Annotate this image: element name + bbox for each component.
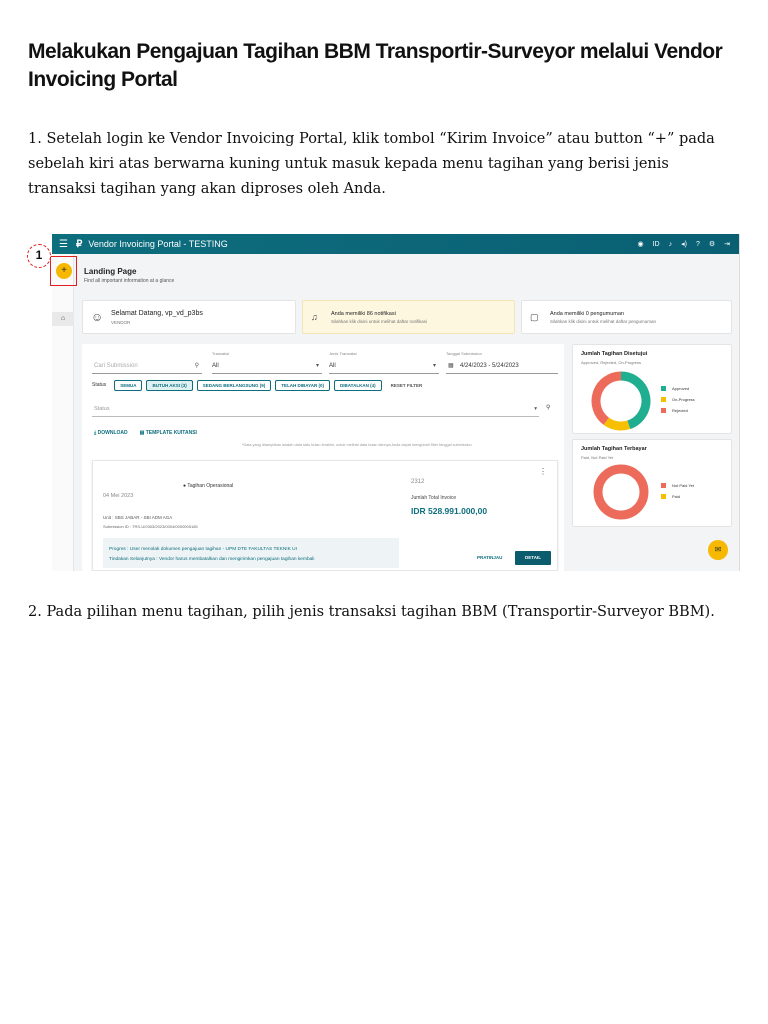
approval-chart-subtitle: Approved, Rejected, On-Progress bbox=[581, 360, 642, 365]
status-filter-row bbox=[92, 379, 427, 391]
menu-icon[interactable]: ☰ bbox=[59, 238, 68, 250]
reset-filter-button[interactable]: RESET FILTER bbox=[390, 382, 423, 388]
download-button[interactable] bbox=[94, 430, 128, 436]
download-label: DOWNLOAD bbox=[97, 430, 128, 436]
user-icon: ☺ bbox=[91, 310, 104, 324]
chip-butuh-aksi[interactable]: BUTUH AKSI (3) bbox=[146, 380, 192, 391]
topbar-actions bbox=[637, 234, 730, 254]
role-text: VENDOR bbox=[111, 320, 131, 325]
submission-panel bbox=[82, 344, 564, 571]
highlight-box bbox=[50, 256, 77, 286]
transaksi-label: Transaksi bbox=[212, 351, 230, 356]
legend-swatch bbox=[661, 397, 666, 402]
payment-chart-card bbox=[572, 439, 732, 527]
announcement-hint: Silahkan klik disini untuk melihat daftar pengumuman bbox=[550, 319, 657, 324]
jenis-transaksi-label: Jenis Transaksi bbox=[329, 351, 357, 356]
announcement-count-text: Anda memiliki 0 pengumuman bbox=[550, 311, 624, 317]
preview-button[interactable]: PRATINJAU bbox=[477, 555, 503, 560]
download-icon: ⤓ bbox=[94, 430, 98, 436]
status-placeholder: Status bbox=[94, 406, 110, 412]
template-label: TEMPLATE KUITANSI bbox=[145, 430, 197, 436]
progress-text: Progres : User menolak dokumen pengajuan tagihan - UPM DTE FAKULTAS TEKNIK UI bbox=[109, 547, 297, 552]
page-title: Landing Page bbox=[84, 267, 137, 276]
legend-item bbox=[661, 394, 695, 405]
side-rail bbox=[52, 254, 74, 571]
chip-dibatalkan[interactable]: DIBATALKAN (4) bbox=[334, 380, 382, 391]
calendar-icon[interactable]: ▦ bbox=[448, 363, 454, 369]
progress-box bbox=[103, 538, 399, 568]
legend-label: Rejected bbox=[672, 408, 688, 413]
logout-icon[interactable]: ⇥ bbox=[724, 241, 730, 248]
app-topbar bbox=[52, 234, 740, 254]
chip-sedang-berlangsung[interactable]: SEDANG BERLANGSUNG (9) bbox=[197, 380, 272, 391]
notification-count-text: Anda memiliki 86 notifikasi bbox=[331, 311, 396, 317]
logo-icon: ₽ bbox=[75, 238, 83, 250]
donut-slice-on-progress bbox=[606, 421, 628, 426]
transaksi-select[interactable] bbox=[212, 351, 322, 374]
help-icon[interactable]: ? bbox=[695, 240, 700, 248]
jenis-transaksi-select[interactable] bbox=[329, 351, 439, 374]
chat-icon[interactable]: ✉ bbox=[708, 540, 728, 560]
payment-donut-chart bbox=[593, 464, 649, 520]
approval-chart-card bbox=[572, 344, 732, 434]
step-1-text: 1. Setelah login ke Vendor Invoicing Portal, klik tombol “Kirim Invoice” atau button “+” pada sebelah kiri atas berwarna kuning untuk masuk kepada menu tagihan yang berisi jenis transaksi tagihan yang akan diproses oleh Anda. bbox=[28, 131, 715, 197]
total-label: Jumlah Total Invoice bbox=[411, 495, 457, 501]
legend-item bbox=[661, 383, 695, 394]
legend-item bbox=[661, 405, 695, 416]
action-links bbox=[94, 430, 197, 436]
invoice-card[interactable] bbox=[92, 460, 558, 571]
search-input[interactable] bbox=[92, 358, 202, 374]
kirim-invoice-button[interactable]: + bbox=[56, 263, 72, 279]
search-icon[interactable]: ⚲ bbox=[546, 405, 551, 411]
bell-icon: ♫ bbox=[311, 312, 318, 322]
status-label: Status bbox=[92, 382, 107, 388]
detail-button[interactable]: DETAIL bbox=[515, 551, 551, 565]
home-icon[interactable]: ⌂ bbox=[52, 312, 74, 326]
chevron-down-icon: ▾ bbox=[534, 406, 537, 412]
app-title: Vendor Invoicing Portal - TESTING bbox=[88, 239, 228, 249]
announcement-icon[interactable]: ◂) bbox=[681, 241, 687, 248]
status-select[interactable] bbox=[92, 403, 539, 417]
document-icon: ▤ bbox=[139, 430, 146, 436]
legend-swatch bbox=[661, 408, 666, 413]
approval-chart-title: Jumlah Tagihan Disetujui bbox=[581, 351, 648, 357]
chevron-down-icon: ▾ bbox=[315, 363, 319, 369]
donut-slice-not-paid-yet bbox=[598, 469, 644, 515]
chip-telah-dibayar[interactable]: TELAH DIBAYAR (0) bbox=[275, 380, 330, 391]
date-range-note: *Data yang ditampilkan adalah data satu bulan terakhir, untuk melihat data bulan lainnya Anda dapat mengubah filter tanggal submission bbox=[242, 443, 472, 447]
portal-screenshot bbox=[52, 234, 740, 571]
approval-legend bbox=[661, 383, 695, 416]
template-kuitansi-button[interactable] bbox=[140, 430, 197, 436]
page-subtitle: Find all important information at a glance bbox=[84, 278, 175, 284]
legend-label: Paid bbox=[672, 494, 681, 499]
notification-card[interactable] bbox=[302, 300, 515, 334]
announcement-icon: ▢ bbox=[530, 312, 539, 322]
invoice-amount: IDR 528.991.000,00 bbox=[411, 506, 488, 516]
legend-swatch bbox=[661, 483, 666, 488]
invoice-unit: Unit : SBS JABAR - SBI ADM AGA bbox=[103, 515, 173, 520]
tanggal-value: 4/24/2023 - 5/24/2023 bbox=[460, 363, 519, 369]
legend-item bbox=[661, 480, 694, 491]
next-action-text: Tindakan Selanjutnya : Vendor harus membatalkan dan mengirimkan pengajuan tagihan kembali bbox=[109, 557, 315, 562]
tanggal-label: Tanggal Submission bbox=[446, 351, 482, 356]
step-2-text: 2. Pada pilihan menu tagihan, pilih jenis transaksi tagihan BBM (Transportir-Surveyor BBM). bbox=[28, 604, 715, 620]
globe-icon[interactable]: ◉ bbox=[637, 241, 644, 248]
bell-icon[interactable]: ♪ bbox=[668, 240, 673, 248]
settings-icon[interactable]: ⚙ bbox=[708, 241, 716, 248]
jenis-transaksi-value: All bbox=[329, 363, 336, 369]
legend-item bbox=[661, 491, 694, 502]
welcome-card bbox=[82, 300, 296, 334]
legend-swatch bbox=[661, 494, 666, 499]
step-marker: 1 bbox=[27, 244, 51, 268]
announcement-card[interactable] bbox=[521, 300, 732, 334]
approval-donut-chart bbox=[591, 371, 651, 431]
legend-label: On-Progress bbox=[672, 397, 695, 402]
donut-slice-approved bbox=[621, 376, 646, 425]
payment-chart-subtitle: Paid, Not Paid Yet bbox=[581, 455, 614, 460]
legend-label: Approved bbox=[672, 386, 690, 391]
invoice-number: 2312 bbox=[411, 479, 425, 485]
search-icon[interactable]: ⚲ bbox=[194, 363, 199, 369]
chevron-down-icon: ▾ bbox=[432, 363, 436, 369]
language-code[interactable]: ID bbox=[652, 240, 660, 248]
transaksi-value: All bbox=[212, 363, 219, 369]
donut-slice-rejected bbox=[596, 376, 621, 421]
payment-legend bbox=[661, 480, 694, 502]
welcome-text: Selamat Datang, vp_vd_p3bs bbox=[111, 310, 203, 317]
document-title: Melakukan Pengajuan Tagihan BBM Transportir-Surveyor melalui Vendor Invoicing Portal bbox=[28, 40, 723, 91]
legend-label: Not Paid Yet bbox=[672, 483, 695, 488]
search-placeholder: Cari Submission bbox=[94, 363, 138, 369]
tanggal-submission-field[interactable] bbox=[446, 351, 558, 374]
payment-chart-title: Jumlah Tagihan Terbayar bbox=[581, 446, 647, 452]
notification-hint: Silahkan klik disini untuk melihat daftar notifikasi bbox=[331, 319, 428, 324]
submission-id: Submission ID : TRS-U/0303/2023/0004/0000005165 bbox=[103, 524, 198, 529]
invoice-type: ● Tagihan Operasional bbox=[183, 483, 234, 489]
legend-swatch bbox=[661, 386, 666, 391]
chip-semua[interactable]: SEMUA bbox=[114, 380, 142, 391]
invoice-date: 04 Mei 2023 bbox=[103, 493, 134, 499]
more-vert-icon[interactable]: ⋮ bbox=[539, 467, 547, 476]
